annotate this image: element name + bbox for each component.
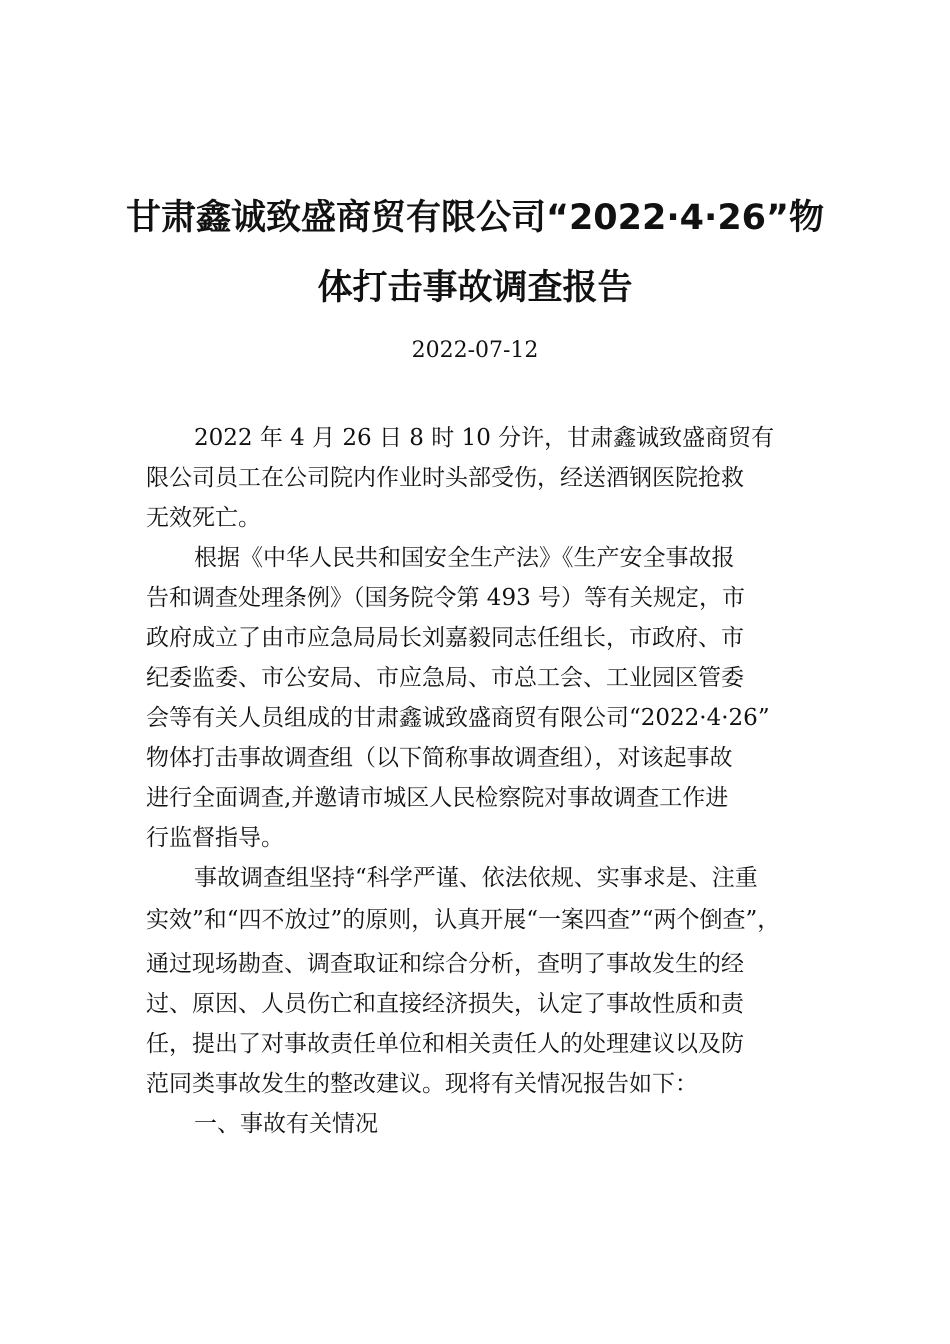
paragraph-line: 实效”和“四不放过”的原则，认真开展“一案四查”“两个倒查”， <box>146 907 781 933</box>
document-title-line-2: 体打击事故调查报告 <box>317 268 633 308</box>
paragraph-line: 告和调查处理条例》（国务院令第 493 号）等有关规定，市 <box>146 585 746 611</box>
paragraph-line: 无效死亡。 <box>146 505 261 531</box>
paragraph-line: 2022 年 4 月 26 日 8 时 10 分许，甘肃鑫诚致盛商贸有 <box>194 425 775 451</box>
paragraph-line: 会等有关人员组成的甘肃鑫诚致盛商贸有限公司“2022·4·26” <box>146 705 770 731</box>
paragraph-line: 进行全面调查,并邀请市城区人民检察院对事故调查工作进 <box>146 785 729 811</box>
paragraph-line: 限公司员工在公司院内作业时头部受伤，经送酒钢医院抢救 <box>146 465 744 491</box>
section-heading: 一、事故有关情况 <box>194 1111 378 1137</box>
document-title-line-1: 甘肃鑫诚致盛商贸有限公司“2022·4·26”物 <box>125 198 825 238</box>
paragraph-line: 纪委监委、市公安局、市应急局、市总工会、工业园区管委 <box>146 665 744 691</box>
paragraph-line: 行监督指导。 <box>146 825 284 851</box>
paragraph-line: 通过现场勘查、调查取证和综合分析，查明了事故发生的经 <box>146 951 744 977</box>
paragraph-line: 任，提出了对事故责任单位和相关责任人的处理建议以及防 <box>146 1031 744 1057</box>
document-date: 2022-07-12 <box>411 338 539 363</box>
paragraph-line: 范同类事故发生的整改建议。现将有关情况报告如下： <box>146 1071 698 1097</box>
paragraph-line: 政府成立了由市应急局局长刘嘉毅同志任组长，市政府、市 <box>146 625 744 651</box>
paragraph-line: 过、原因、人员伤亡和直接经济损失，认定了事故性质和责 <box>146 991 744 1017</box>
paragraph-line: 事故调查组坚持“科学严谨、依法依规、实事求是、注重 <box>194 865 758 891</box>
paragraph-line: 根据《中华人民共和国安全生产法》《生产安全事故报 <box>194 545 735 571</box>
paragraph-line: 物体打击事故调查组（以下简称事故调查组），对该起事故 <box>146 745 733 771</box>
